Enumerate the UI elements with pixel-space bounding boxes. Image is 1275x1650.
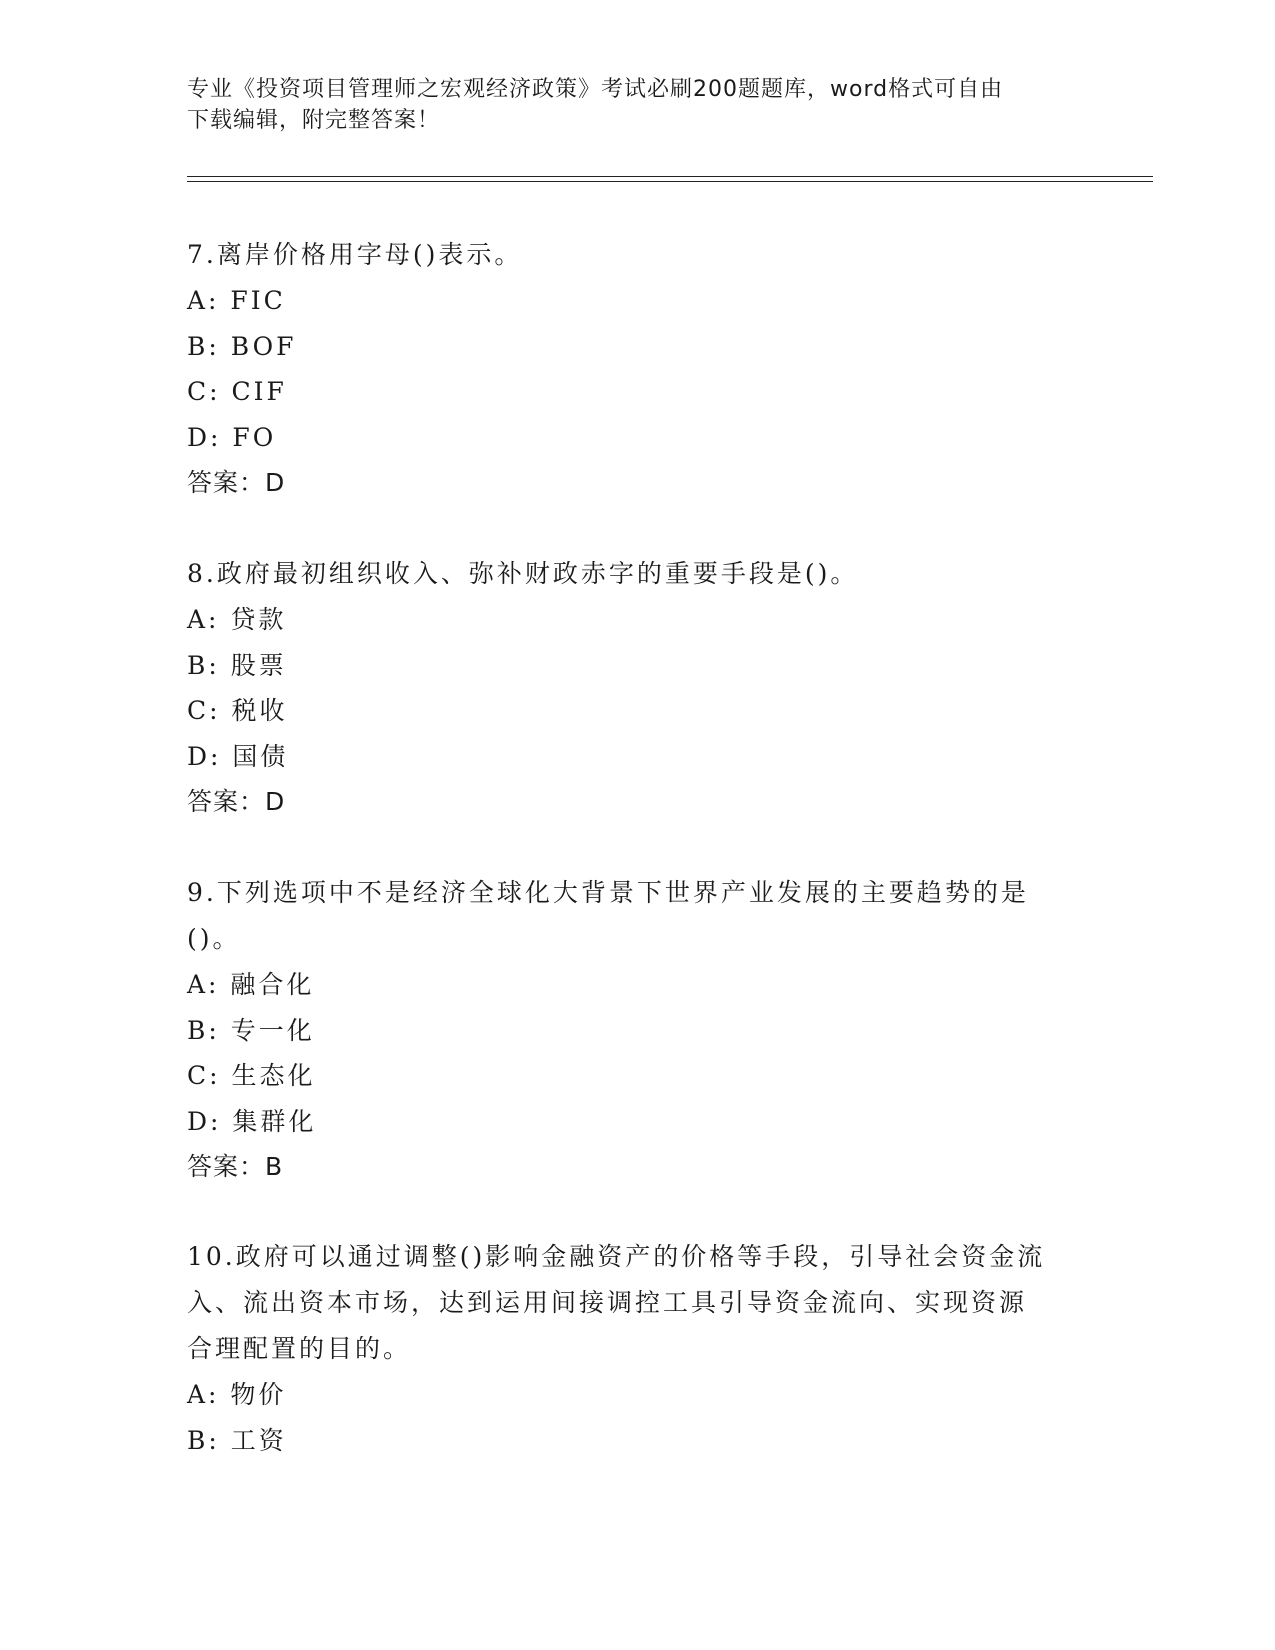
question-stem-line-2: 入、流出资本市场，达到运用间接调控工具引导资金流向、实现资源 [187, 1288, 1028, 1317]
option-b: B: 股票 [187, 650, 287, 680]
option-d: D: FO [187, 422, 277, 452]
option-a: A: 贷款 [187, 605, 287, 634]
question-stem-line-1: 10.政府可以通过调整()影响金融资产的价格等手段，引导社会资金流 [187, 1242, 1046, 1271]
option-a: A: 物价 [187, 1380, 287, 1409]
question-10 [187, 1234, 1087, 1463]
question-stem-line-2: ()。 [187, 924, 241, 953]
question-stem-line-1: 9.下列选项中不是经济全球化大背景下世界产业发展的主要趋势的是 [187, 878, 1029, 907]
option-c: C: 生态化 [187, 1061, 316, 1090]
header-line-1: 专业《投资项目管理师之宏观经济政策》考试必刷200题题库，word格式可自由 [187, 77, 1004, 102]
question-stem: 8.政府最初组织收入、弥补财政赤字的重要手段是()。 [187, 559, 859, 588]
header-divider-top [187, 176, 1153, 177]
question-stem-line-3: 合理配置的目的。 [187, 1334, 412, 1363]
document-header [187, 74, 1087, 136]
header-divider-bottom [187, 181, 1153, 182]
option-b: B: BOF [187, 331, 297, 361]
header-line-2: 下载编辑，附完整答案！ [187, 108, 441, 133]
option-d: D: 国债 [187, 741, 289, 771]
question-8 [187, 551, 1087, 824]
question-stem: 7.离岸价格用字母()表示。 [187, 240, 523, 269]
option-c: C: 税收 [187, 696, 288, 725]
question-7 [187, 232, 1087, 505]
option-b: B: 工资 [187, 1425, 287, 1455]
option-a: A: 融合化 [187, 970, 315, 999]
option-b: B: 专一化 [187, 1015, 315, 1045]
option-a: A: FIC [187, 286, 286, 315]
answer: 答案：B [187, 1152, 284, 1181]
option-d: D: 集群化 [187, 1106, 317, 1136]
answer: 答案：D [187, 787, 286, 816]
question-9 [187, 870, 1087, 1189]
answer: 答案：D [187, 468, 286, 497]
option-c: C: CIF [187, 377, 287, 406]
